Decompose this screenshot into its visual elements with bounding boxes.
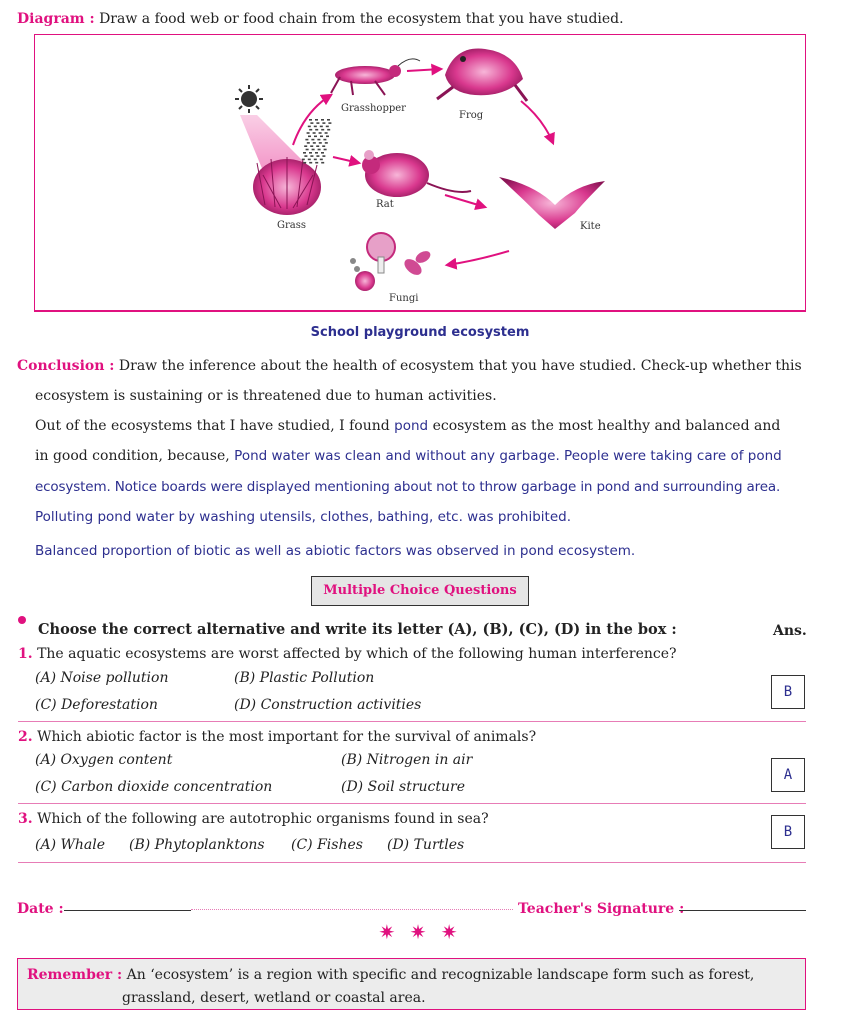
gas-dot <box>302 159 305 161</box>
remember-line-1 <box>27 967 754 983</box>
arrow-rat-kite <box>445 195 485 207</box>
divider <box>18 803 806 804</box>
q2-option-b: (B) Nitrogen in air <box>341 752 473 768</box>
gas-dot <box>306 149 309 151</box>
question-2 <box>18 729 536 745</box>
diagram-instruction: Draw a food web or food chain from the ecosystem that you have studied. <box>99 11 624 27</box>
remember-box <box>17 958 806 1010</box>
gas-dot <box>320 159 323 161</box>
date-label: Date : <box>17 901 64 917</box>
gas-dot <box>321 162 324 164</box>
signature-label: Teacher's Signature : <box>518 901 685 917</box>
arrow-grass-rat <box>333 157 359 163</box>
gas-dot <box>316 122 319 124</box>
gas-dot <box>326 136 329 138</box>
q3-option-a: (A) Whale <box>35 837 105 853</box>
gas-dot <box>314 159 317 161</box>
q1-option-b: (B) Plastic Pollution <box>234 670 375 686</box>
q1-option-d: (D) Construction activities <box>234 697 422 713</box>
gas-dot <box>319 132 322 134</box>
question-1-text: The aquatic ecosystems are worst affected by which of the following human interference? <box>37 646 677 662</box>
arrow-frog-kite <box>521 101 553 143</box>
gas-dot <box>328 122 331 124</box>
remember-label: Remember : <box>27 967 123 983</box>
diagram-label: Diagram : <box>17 11 95 27</box>
gas-dot <box>308 159 311 161</box>
gas-dot <box>310 145 313 147</box>
divider <box>18 862 806 863</box>
conclusion-question-text: Draw the inference about the health of ecosystem that you have studied. Check-up whether this <box>118 358 802 374</box>
gas-dot <box>325 142 328 144</box>
q1-option-c: (C) Deforestation <box>35 697 158 713</box>
signature-line[interactable] <box>679 910 806 911</box>
gas-dot <box>310 155 313 157</box>
remember-text-1: An ‘ecosystem’ is a region with specific and recognizable landscape form such as forest, <box>126 967 755 983</box>
gas-dot <box>312 149 315 151</box>
gas-dot <box>310 122 313 124</box>
gas-dot <box>304 155 307 157</box>
gas-dot <box>323 139 326 141</box>
gas-dot <box>308 126 311 128</box>
conclusion-question-line2: ecosystem is sustaining or is threatened due to human activities. <box>35 388 497 404</box>
answer-line-1-suffix: ecosystem as the most healthy and balanced and <box>428 418 781 434</box>
question-2-text: Which abiotic factor is the most important for the survival of animals? <box>37 729 537 745</box>
gas-dot <box>321 119 324 121</box>
gas-dot <box>311 139 314 141</box>
gas-dot <box>313 142 316 144</box>
answer-column-label: Ans. <box>773 623 807 639</box>
diagram-caption: School playground ecosystem <box>310 325 530 340</box>
answer-line-3: ecosystem. Notice boards were displayed mentioning about not to throw garbage in pond and surrounding area. <box>35 479 781 495</box>
gas-dot <box>313 132 316 134</box>
food-web-drawing <box>35 35 807 311</box>
gas-dot <box>314 126 317 128</box>
q1-option-a: (A) Noise pollution <box>35 670 169 686</box>
q3-option-d: (D) Turtles <box>387 837 465 853</box>
frog-icon <box>437 49 527 101</box>
q2-option-d: (D) Soil structure <box>341 779 466 795</box>
rat-icon <box>362 150 471 197</box>
dotted-separator <box>191 909 513 910</box>
gas-dot <box>322 155 325 157</box>
grasshopper-icon <box>331 59 420 95</box>
arrow-kite-fungi <box>447 251 509 265</box>
q2-option-a: (A) Oxygen content <box>35 752 173 768</box>
mcq-instruction: Choose the correct alternative and write its letter (A), (B), (C), (D) in the box : <box>38 621 677 638</box>
gas-dot <box>309 119 312 121</box>
mcq-section-title: Multiple Choice Questions <box>311 576 529 606</box>
question-1 <box>18 646 677 662</box>
gas-dot <box>308 136 311 138</box>
answer-line-2-handwritten: Pond water was clean and without any garbage. People were taking care of pond <box>234 448 782 464</box>
label-rat: Rat <box>376 199 394 210</box>
gas-dot <box>305 139 308 141</box>
gas-dot <box>309 129 312 131</box>
answer-line-2-prefix: in good condition, because, <box>35 448 235 464</box>
gas-dot <box>320 136 323 138</box>
label-grass: Grass <box>277 220 306 231</box>
gas-dot <box>303 152 306 154</box>
gas-dot <box>317 139 320 141</box>
arrow-grasshopper-frog <box>407 69 441 71</box>
gas-dot <box>307 142 310 144</box>
date-line[interactable] <box>64 910 191 911</box>
question-3 <box>18 811 489 827</box>
gas-dot <box>324 149 327 151</box>
gas-dot <box>309 162 312 164</box>
q3-option-c: (C) Fishes <box>291 837 363 853</box>
gas-dot <box>319 142 322 144</box>
conclusion-question-line1 <box>17 358 802 374</box>
gas-dot <box>307 132 310 134</box>
gas-dot <box>327 119 330 121</box>
q2-option-c: (C) Carbon dioxide concentration <box>35 779 273 795</box>
answer-line-1-prefix: Out of the ecosystems that I have studied, I found <box>35 418 395 434</box>
label-frog: Frog <box>459 110 484 121</box>
gas-dot <box>321 152 324 154</box>
question-1-number: 1. <box>18 646 33 662</box>
q3-answer-box[interactable]: B <box>771 815 805 849</box>
gas-dot <box>321 129 324 131</box>
divider <box>18 721 806 722</box>
answer-ecosystem-name: pond <box>394 418 429 434</box>
gas-dot <box>315 129 318 131</box>
fungi-icon <box>350 233 432 291</box>
q1-answer-box[interactable]: B <box>771 675 805 709</box>
label-grasshopper: Grasshopper <box>341 103 406 114</box>
gas-dot <box>315 162 318 164</box>
answer-line-5: Balanced proportion of biotic as well as abiotic factors was observed in pond ecosystem. <box>35 543 636 559</box>
gas-dot <box>316 145 319 147</box>
gas-dot <box>327 129 330 131</box>
q3-option-b: (B) Phytoplanktons <box>129 837 265 853</box>
question-3-number: 3. <box>18 811 33 827</box>
q2-answer-box[interactable]: A <box>771 758 805 792</box>
question-2-number: 2. <box>18 729 33 745</box>
label-kite: Kite <box>580 221 601 232</box>
gas-dot <box>314 136 317 138</box>
gas-dot <box>316 155 319 157</box>
bullet-icon <box>18 616 26 624</box>
diagram-heading <box>17 11 624 27</box>
answer-line-2 <box>35 448 782 464</box>
label-fungi: Fungi <box>389 293 419 304</box>
conclusion-label: Conclusion : <box>17 358 115 374</box>
gas-dot <box>318 149 321 151</box>
gas-dot <box>304 145 307 147</box>
gas-dot <box>322 122 325 124</box>
decorative-stars: ✷ ✷ ✷ <box>378 920 462 944</box>
sun-icon <box>235 85 263 113</box>
gas-dot <box>303 162 306 164</box>
gas-dot <box>322 145 325 147</box>
answer-line-1 <box>35 418 780 434</box>
gas-dot <box>315 119 318 121</box>
food-web-diagram <box>34 34 806 312</box>
gas-dot <box>315 152 318 154</box>
gas-dot <box>326 126 329 128</box>
gas-dot <box>320 126 323 128</box>
remember-line-2: grassland, desert, wetland or coastal area. <box>122 990 426 1006</box>
gas-dot <box>309 152 312 154</box>
answer-line-4: Polluting pond water by washing utensils, clothes, bathing, etc. was prohibited. <box>35 509 571 525</box>
question-3-text: Which of the following are autotrophic organisms found in sea? <box>37 811 489 827</box>
gas-dot <box>325 132 328 134</box>
